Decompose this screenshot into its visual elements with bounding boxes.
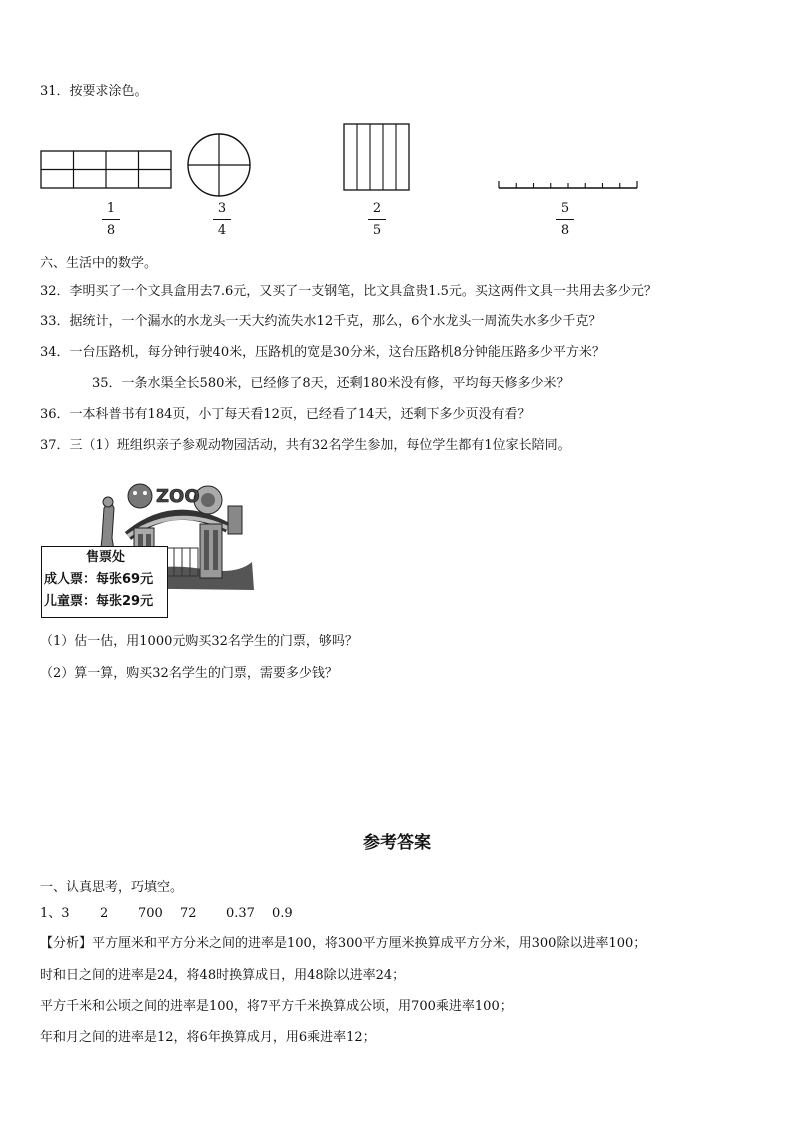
- fraction-2: [207, 201, 237, 238]
- answer-value: 2: [100, 906, 109, 921]
- fraction-numerator: 2: [372, 201, 382, 216]
- answer-value: 0.37: [226, 906, 255, 921]
- answer-section-1: 一、认真思考，巧填空。: [40, 880, 184, 895]
- question-33: 33．据统计，一个漏水的水龙头一天大约流失水12千克，那么，6个水龙头一周流失水多少千克？: [40, 314, 602, 329]
- answer-value: 72: [180, 906, 197, 921]
- analysis-line-3: 平方千米和公顷之间的进率是100，将7平方千米换算成公顷，用700乘进率100；: [40, 999, 513, 1014]
- analysis-line-2: 时和日之间的进率是24，将48时换算成日，用48除以进率24；: [40, 968, 406, 983]
- fraction-4: [550, 201, 580, 238]
- ticket-board: [41, 546, 168, 618]
- analysis-line-4: 年和月之间的进率是12，将6年换算成月，用6乘进率12；: [40, 1030, 376, 1045]
- analysis-line-1: 【分析】平方厘米和平方分米之间的进率是100，将300平方厘米换算成平方分米，用300除以进率100；: [40, 936, 647, 951]
- question-37: 37．三（1）班组织亲子参观动物园活动，共有32名学生参加，每位学生都有1位家长陪同。: [40, 438, 571, 453]
- sub-question-1: （1）估一估，用1000元购买32名学生的门票，够吗？: [40, 634, 358, 649]
- fraction-denominator: 8: [560, 223, 570, 238]
- strip-rect-figure: [343, 123, 411, 193]
- fraction-numerator: 3: [217, 201, 227, 216]
- answer-row-1: [40, 906, 293, 922]
- fraction-numerator: 1: [106, 201, 116, 216]
- answer-value: 0.9: [272, 906, 293, 921]
- adult-ticket-price: 成人票：每张69元: [44, 572, 154, 587]
- segment-figure: [497, 178, 639, 192]
- ticket-header: 售票处: [85, 550, 125, 565]
- q31-text: 31．按要求涂色。: [40, 84, 148, 99]
- fraction-1: [96, 201, 126, 238]
- question-34: 34．一台压路机，每分钟行驶40米，压路机的宽是30分米，这台压路机8分钟能压路多少平方米？: [40, 345, 605, 360]
- section-6-heading: 六、生活中的数学。: [40, 256, 158, 271]
- child-ticket-price: 儿童票：每张29元: [44, 594, 154, 609]
- question-36: 36．一本科普书有184页，小丁每天看12页，已经看了14天，还剩下多少页没有看？: [40, 407, 531, 422]
- answer-row-label: 1、3: [40, 906, 70, 921]
- answer-title: 参考答案: [363, 833, 431, 853]
- fraction-denominator: 8: [106, 223, 116, 238]
- fraction-3: [362, 201, 392, 238]
- zoo-sign-text: ZOO: [156, 486, 200, 507]
- question-35: 35．一条水渠全长580米，已经修了8天，还剩180米没有修，平均每天修多少米？: [92, 376, 570, 391]
- fraction-numerator: 5: [560, 201, 570, 216]
- rect-grid-figure: [40, 150, 172, 190]
- sub-question-2: （2）算一算，购买32名学生的门票，需要多少钱？: [40, 666, 338, 681]
- fraction-denominator: 4: [217, 223, 227, 238]
- question-32: 32．李明买了一个文具盒用去7.6元，又买了一支钢笔，比文具盒贵1.5元。买这两件文具一共用去多少元？: [40, 284, 657, 299]
- circle-figure: [186, 132, 252, 198]
- fraction-denominator: 5: [372, 223, 382, 238]
- answer-value: 700: [138, 906, 163, 921]
